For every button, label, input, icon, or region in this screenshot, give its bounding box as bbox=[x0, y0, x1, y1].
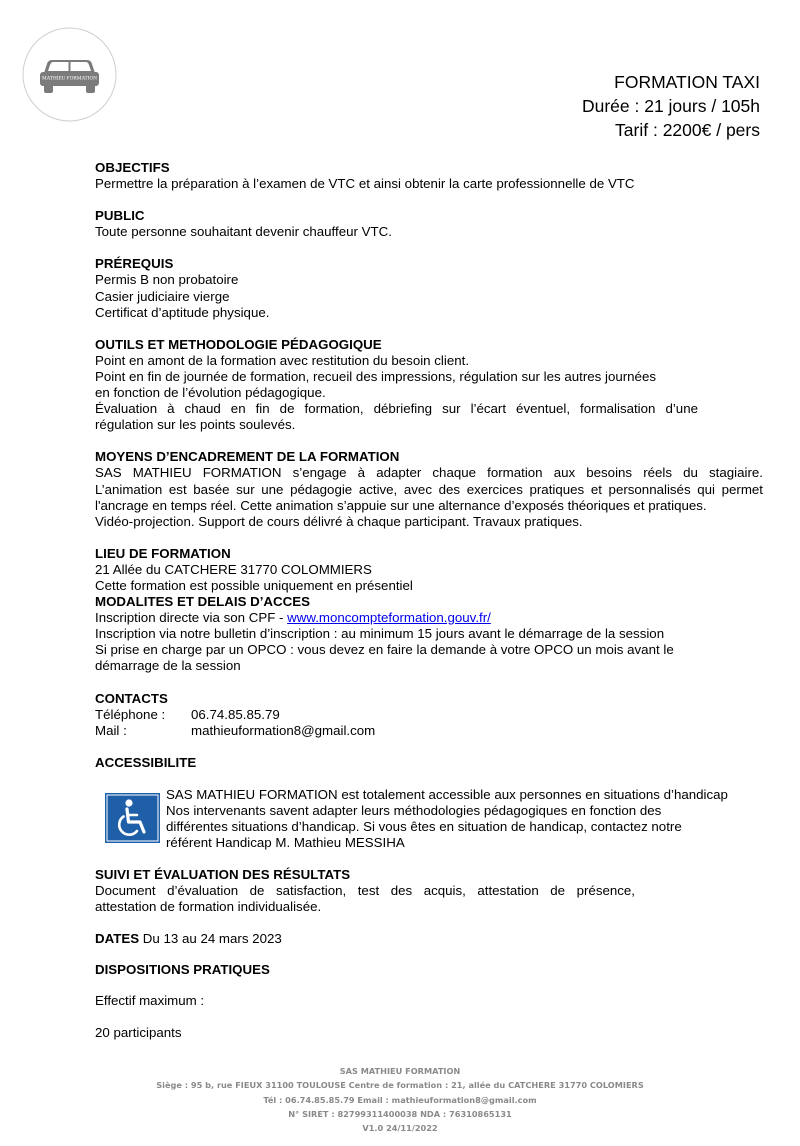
accessibilite-line: différentes situations d’handicap. Si vous êtes en situation de handicap, contactez notre bbox=[166, 819, 682, 835]
public-line: Toute personne souhaitant devenir chauffeur VTC. bbox=[95, 224, 392, 240]
outils-title: OUTILS ET METHODOLOGIE PÉDAGOGIQUE bbox=[95, 336, 382, 352]
footer-company: SAS MATHIEU FORMATION bbox=[339, 1066, 461, 1076]
footer-version: V1.0 24/11/2022 bbox=[362, 1123, 438, 1134]
moyens-line: SAS MATHIEU FORMATION s’engage à adapter chaque formation aux besoins réels du stagiaire. bbox=[95, 465, 763, 481]
contacts-title: CONTACTS bbox=[95, 690, 168, 706]
outils-line: Point en fin de journée de formation, recueil des impressions, régulation sur les autres journées bbox=[95, 368, 656, 384]
accessibilite-line: Nos intervenants savent adapter leurs méthodologies pédagogiques en fonction des bbox=[166, 803, 662, 818]
objectifs-title: OBJECTIFS bbox=[95, 160, 170, 175]
formation-price: Tarif : 2200€ / pers bbox=[615, 120, 760, 140]
suivi-line: attestation de formation individualisée. bbox=[95, 899, 322, 915]
cpf-prefix: Inscription directe via son CPF - bbox=[95, 610, 288, 626]
public-title: PUBLIC bbox=[95, 208, 145, 224]
formation-duration: Durée : 21 jours / 105h bbox=[581, 96, 760, 116]
moyens-line: Vidéo-projection. Support de cours délivré à chaque participant. Travaux pratiques. bbox=[95, 513, 583, 529]
moyens-line: L’animation est basée sur une pédagogie active, avec des exercices pratiques et personnalisés qui permet bbox=[95, 481, 763, 497]
modalites-line: Inscription via notre bulletin d’inscription : au minimum 15 jours avant le démarrage de la session bbox=[95, 626, 665, 642]
mail-label: Mail : bbox=[95, 722, 127, 738]
wheelchair-icon bbox=[105, 793, 160, 843]
phone-value: 06.74.85.85.79 bbox=[191, 706, 280, 722]
dates-value: Du 13 au 24 mars 2023 bbox=[139, 930, 282, 946]
footer-address: Siège : 95 b, rue FIEUX 31100 TOULOUSE Centre de formation : 21, allée du CATCHERE 31770 COLOMIERS bbox=[156, 1080, 644, 1091]
modalites-title: MODALITES ET DELAIS D’ACCES bbox=[95, 594, 310, 610]
header bbox=[582, 70, 760, 142]
objectifs-line: Permettre la préparation à l’examen de VTC et ainsi obtenir la carte professionnelle de VTC bbox=[95, 176, 635, 192]
outils-line: Point en amont de la formation avec restitution du besoin client. bbox=[95, 352, 470, 368]
suivi-line: Document d’évaluation de satisfaction, test des acquis, attestation de présence, bbox=[95, 883, 635, 899]
moyens-line: l'ancrage en temps réel. Cette animation s’appuie sur une alternance d’exposés théoriques et pratiques. bbox=[95, 497, 707, 513]
dates-line bbox=[95, 931, 763, 947]
dates-label: DATES bbox=[95, 930, 140, 946]
footer-contact: Tél : 06.74.85.85.79 Email : mathieuformation8@gmail.com bbox=[263, 1094, 537, 1105]
effectif-value: 20 participants bbox=[95, 1024, 182, 1040]
lieu-title: LIEU DE FORMATION bbox=[95, 545, 231, 561]
company-logo bbox=[22, 27, 117, 122]
formation-title: FORMATION TAXI bbox=[614, 72, 760, 92]
prerequis-line: Permis B non probatoire bbox=[95, 272, 239, 288]
accessibilite-line: référent Handicap M. Mathieu MESSIHA bbox=[166, 835, 405, 851]
accessibilite-line: SAS MATHIEU FORMATION est totalement accessible aux personnes en situations d’handicap bbox=[166, 786, 728, 802]
accessibilite-title: ACCESSIBILITE bbox=[95, 754, 197, 770]
cpf-link[interactable]: www.moncompteformation.gouv.fr/ bbox=[287, 610, 491, 626]
lieu-note: Cette formation est possible uniquement en présentiel bbox=[95, 577, 413, 593]
accessibilite-text bbox=[166, 787, 728, 851]
modalites-line: Si prise en charge par un OPCO : vous devez en faire la demande à votre OPCO un mois avant le bbox=[95, 642, 674, 658]
prerequis-line: Casier judiciaire vierge bbox=[95, 288, 230, 304]
mail-value: mathieuformation8@gmail.com bbox=[191, 722, 376, 738]
contact-mail-row bbox=[95, 723, 763, 739]
lieu-address: 21 Allée du CATCHERE 31770 COLOMMIERS bbox=[95, 561, 372, 577]
footer-siret: N° SIRET : 82799311400038 NDA : 76310865131 bbox=[288, 1108, 512, 1119]
accessibilite-block bbox=[95, 787, 763, 851]
effectif-label: Effectif maximum : bbox=[95, 992, 205, 1008]
dispositions-title: DISPOSITIONS PRATIQUES bbox=[95, 961, 270, 977]
modalites-line: démarrage de la session bbox=[95, 658, 241, 674]
suivi-title: SUIVI ET ÉVALUATION DES RÉSULTATS bbox=[95, 867, 351, 883]
logo-text: MATHIEU FORMATION bbox=[42, 75, 97, 82]
contact-phone-row bbox=[95, 707, 763, 723]
phone-label: Téléphone : bbox=[95, 706, 166, 722]
moyens-title: MOYENS D’ENCADREMENT DE LA FORMATION bbox=[95, 449, 400, 465]
outils-line: en fonction de l’évolution pédagogique. bbox=[95, 385, 326, 401]
outils-line: Évaluation à chaud en fin de formation, débriefing sur l’écart éventuel, formalisation d’une bbox=[95, 401, 698, 417]
footer bbox=[0, 1064, 800, 1135]
prerequis-line: Certificat d’aptitude physique. bbox=[95, 304, 270, 320]
document-body bbox=[95, 160, 763, 1041]
outils-line: régulation sur les points soulevés. bbox=[95, 417, 296, 433]
modalites-cpf-line bbox=[95, 610, 763, 626]
prerequis-title: PRÉREQUIS bbox=[95, 256, 174, 272]
